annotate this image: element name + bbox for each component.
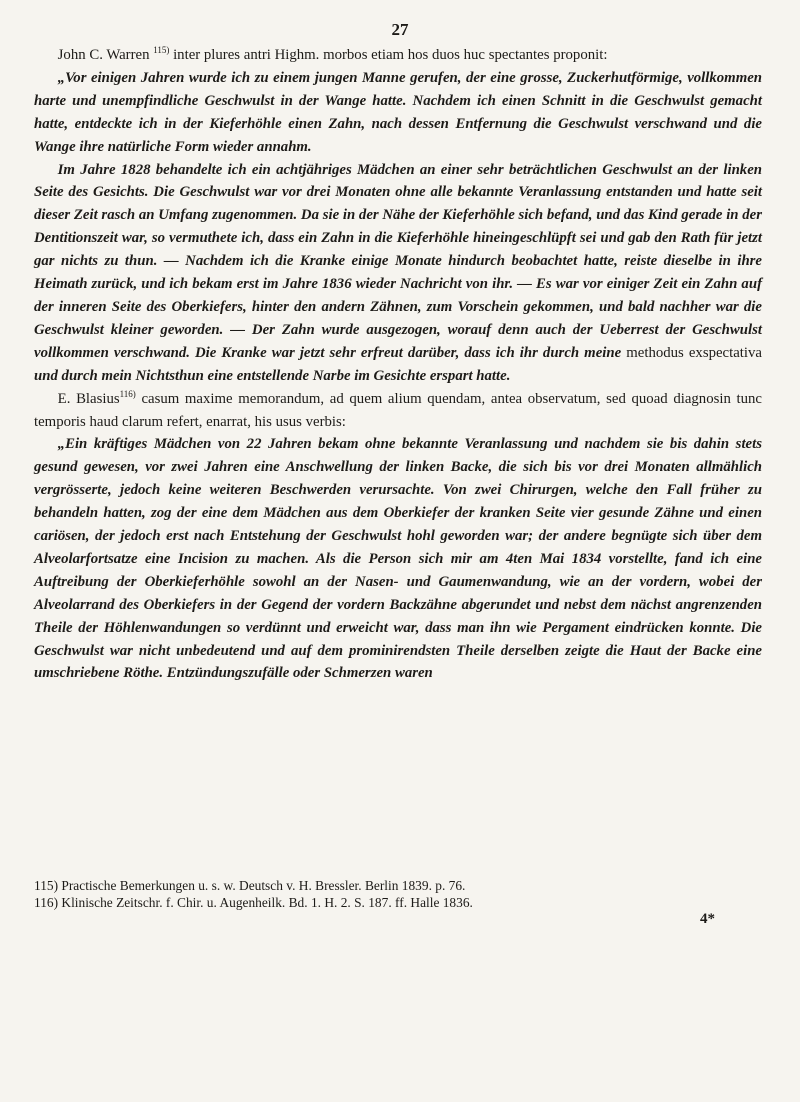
signature-mark: 4* xyxy=(700,911,715,927)
quote-paragraph-3: „Ein kräftiges Mädchen von 22 Jahren bekam ohne bekannte Veranlassung und nachdem sie bis dahin stets gesund gewesen, vor zwei Jahren eine Anschwellung der linken Backe, die sich bis vor drei Monaten allmählich vergrösserte, jedoch keine weiteren Beschwerden verursachte. Von zwei Chirurgen, welche den Fall früher zu behandeln hatten, zog der eine dem Mädchen aus dem Oberkiefer der kranken Seite vier gesunde Zähne und einen cariösen, der jedoch erst nach Entstehung der Geschwulst hohl geworden war; der andere begnügte sich über dem Alveolarfortsatze eine Incision zu machen. Als die Person sich mir am 4ten Mai 1834 vorstellte, fand ich eine Auftreibung der Oberkieferhöhle sowohl an der Nasen- und Gaumenwandung, wie an der vordern, wobei der Alveolarrand des Oberkiefers in der Gegend der vordern Backzähne abgerundet und nebst dem nächst angrenzenden Theile der Höhlenwandungen so verdünnt und erweicht war, dass man ihn wie Pergament eindrücken konnte. Die Geschwulst war nicht unbedeutend und auf dem prominirendsten Theile derselben zeigte die Haut der Backe eine umschriebene Röthe. Entzündungszufälle oder Schmerzen waren xyxy=(34,436,762,682)
footnote-ref-116: 116) xyxy=(119,388,136,399)
footnote-ref-115: 115) xyxy=(153,45,170,55)
author-blasius: E. Blasius xyxy=(57,390,120,407)
intro-text-blasius: casum maxime memorandum, ad quem alium quendam, antea observatum, sed quoad diagnosin tunc temporis haud clarum refert, enarrat, his usus verbis: xyxy=(34,390,762,430)
quote-paragraph-1: „Vor einigen Jahren wurde ich zu einem jungen Manne gerufen, der eine grosse, Zuckerhutförmige, vollkommen harte und unempfindliche Geschwulst in der Wange hatte. Nachdem ich einen Schnitt in die Geschwulst gemacht hatte, entdeckte ich in der Kieferhöhle einen Zahn, nach dessen Entfernung die Geschwulst verschwand und die Wange ihre natürliche Form wieder annahm. xyxy=(34,69,762,155)
intro-paragraph-warren xyxy=(34,44,762,67)
intro-text-warren: inter plures antri Highm. morbos etiam hos duos huc spectantes proponit: xyxy=(169,47,608,63)
page-number: 27 xyxy=(391,20,409,39)
footnote-116: 116) Klinische Zeitschr. f. Chir. u. Augenheilk. Bd. 1. H. 2. S. 187. ff. Halle 1836. xyxy=(34,895,473,910)
intro-paragraph-blasius xyxy=(34,388,762,434)
footnote-115: 115) Practische Bemerkungen u. s. w. Deutsch v. H. Bressler. Berlin 1839. p. 76. xyxy=(34,878,466,893)
quote-paragraph-2-roman: methodus exspectativa xyxy=(626,344,762,361)
footnotes xyxy=(34,877,762,911)
body-text xyxy=(34,44,762,685)
quote-paragraph-2 xyxy=(34,159,762,388)
author-warren: John C. Warren xyxy=(57,47,150,63)
quote-paragraph-2-text: Im Jahre 1828 behandelte ich ein achtjähriges Mädchen an einer sehr beträchtlichen Geschwulst an der linken Seite des Gesichts. Die Geschwulst war vor drei Monaten ohne alle bekannte Veranlassung entstanden und hatte seit dieser Zeit rasch an Umfang zugenommen. Da sie in der Nähe der Kieferhöhle sich befand, und das Kind gerade in der Dentitionszeit war, so vermuthete ich, dass ein Zahn in die Kieferhöhle hineingeschlüpft sei und gab den Rath für jetzt gar nichts zu thun. — Nachdem ich die Kranke einige Monate hindurch beobachtet hatte, reiste dieselbe in ihre Heimath zurück, und ich bekam erst im Jahre 1836 wieder Nachricht von ihr. — Es war vor einiger Zeit ein Zahn auf der inneren Seite des Oberkiefers, hinter den andern Zähnen, zum Vorschein gekommen, und bald nachher war die Geschwulst kleiner geworden. — Der Zahn wurde ausgezogen, worauf denn auch der Ueberrest der Geschwulst vollkommen verschwand. Die Kranke war jetzt sehr erfreut darüber, dass ich ihr durch meine xyxy=(34,161,762,361)
quote-paragraph-2-end: und durch mein Nichtsthun eine entstellende Narbe im Gesichte erspart hatte. xyxy=(34,367,511,384)
